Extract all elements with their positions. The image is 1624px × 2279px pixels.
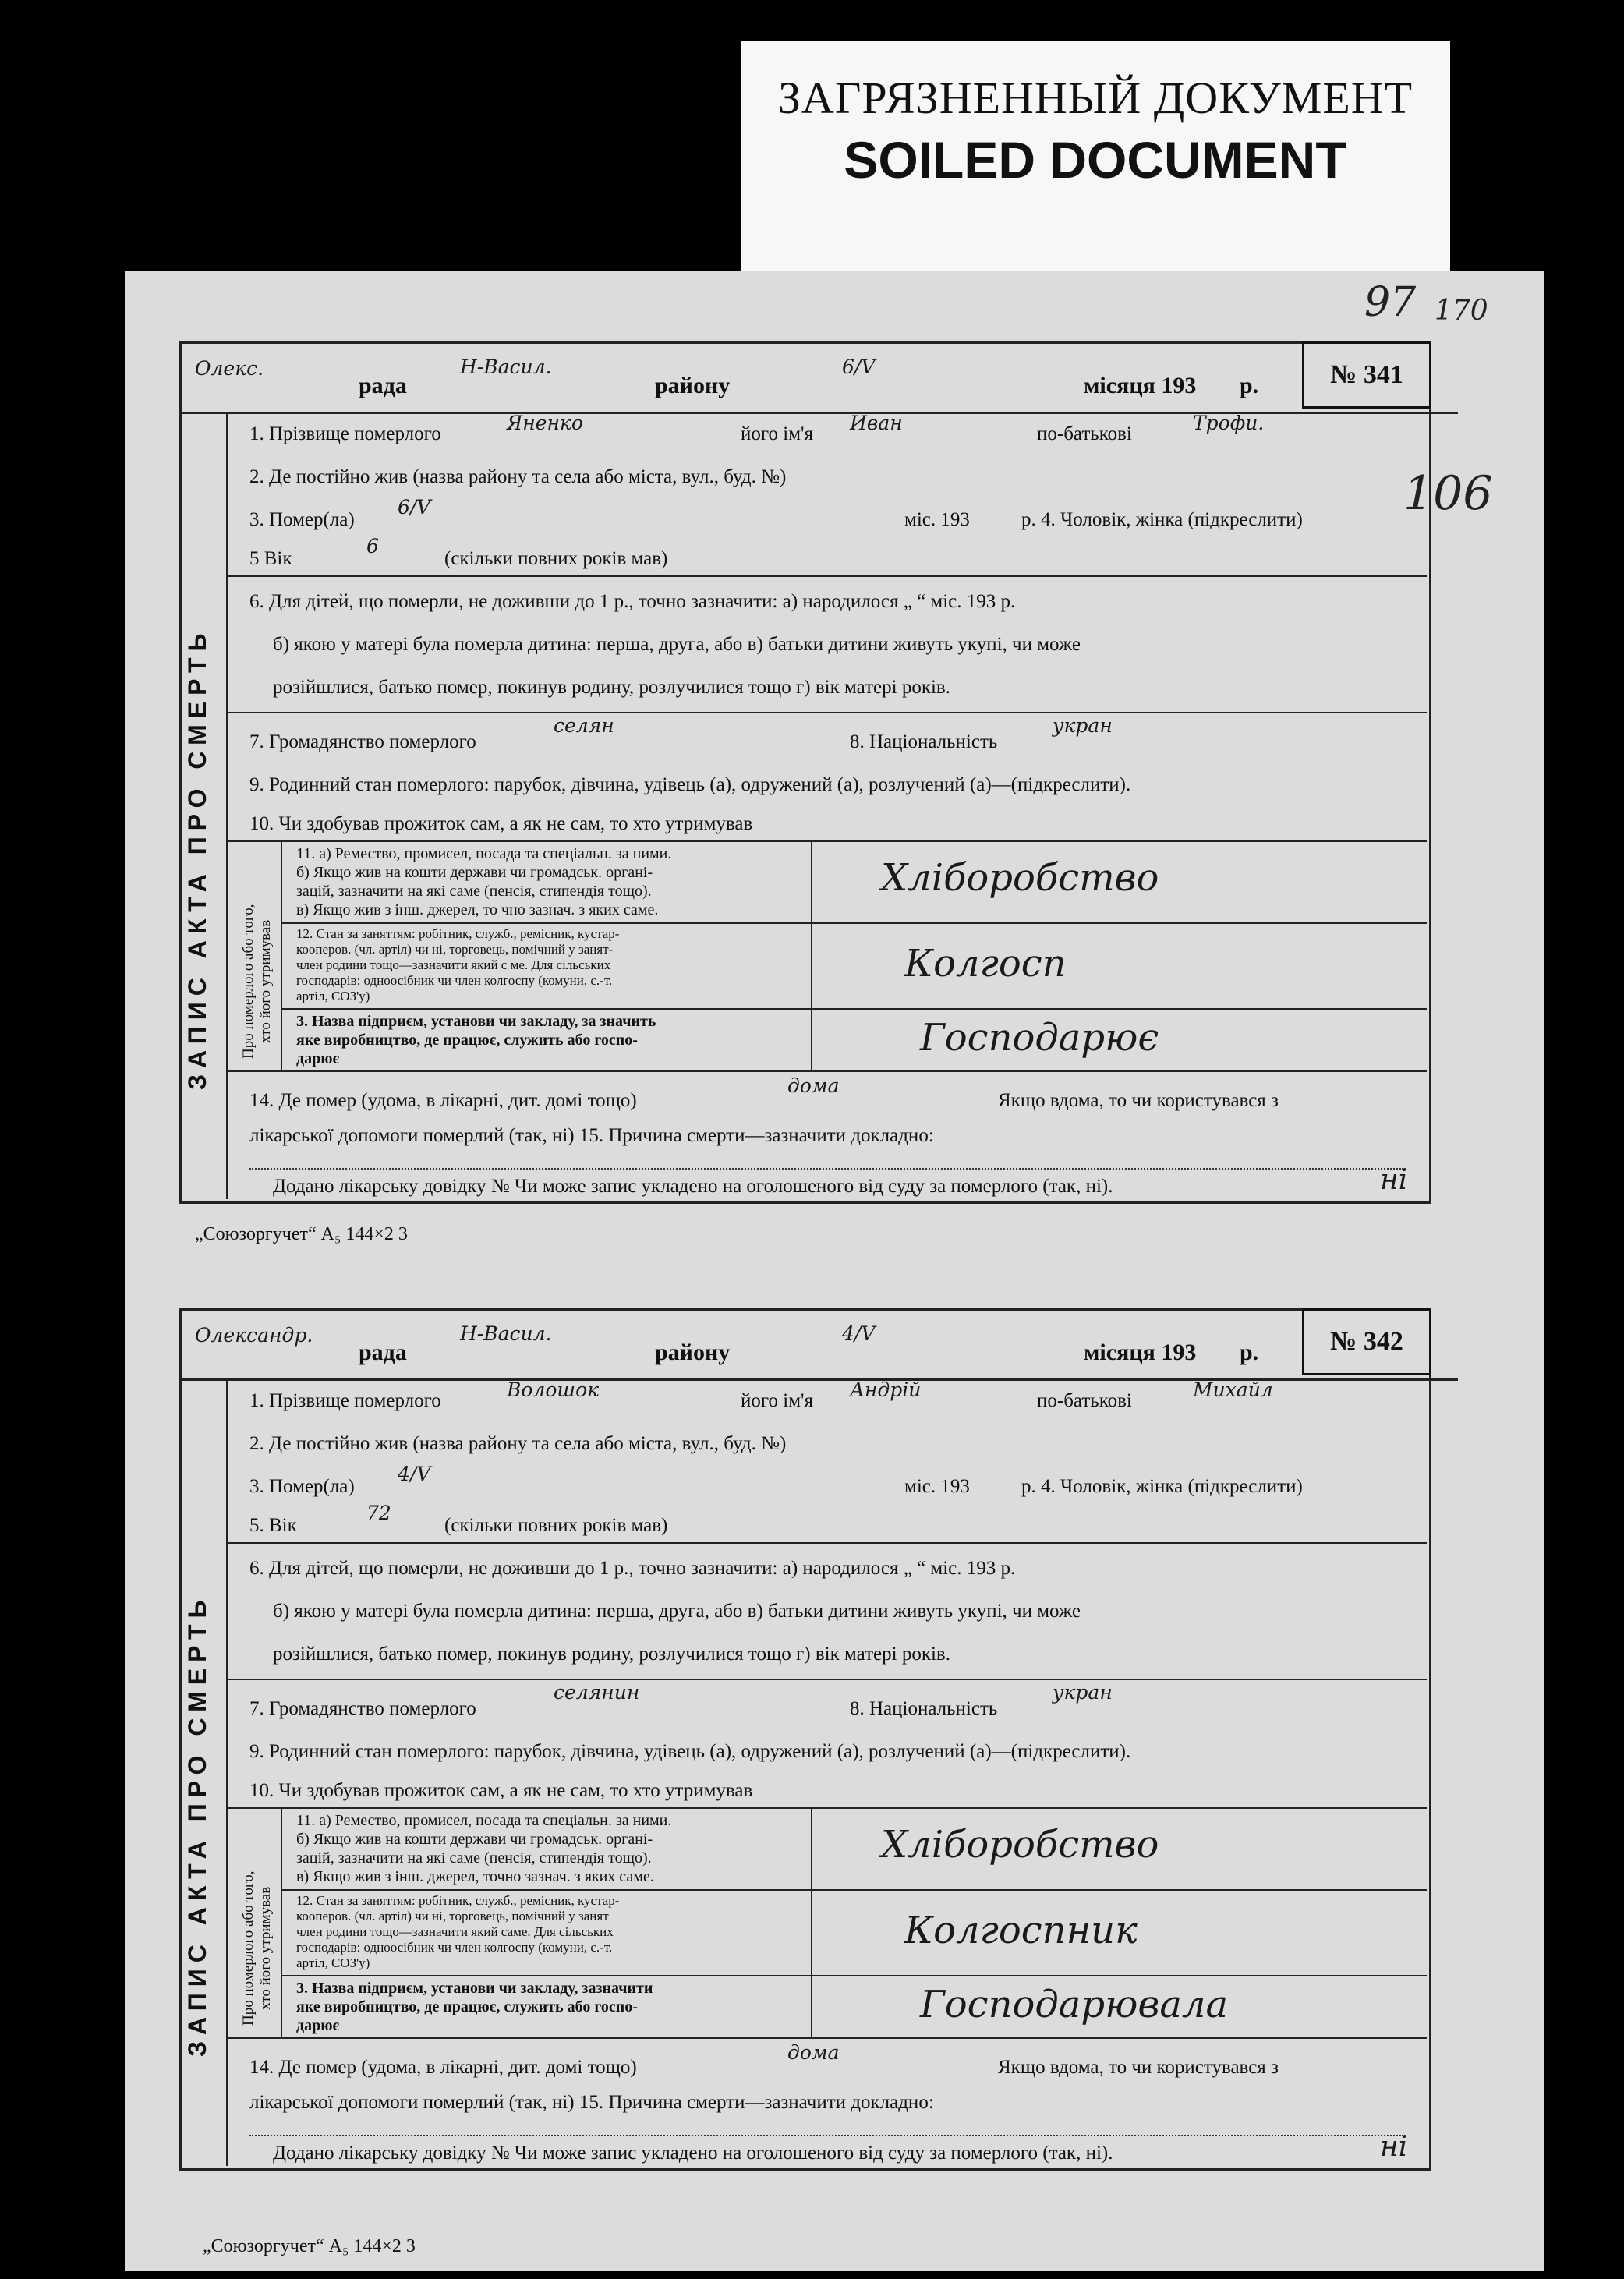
label-en: SOILED DOCUMENT	[844, 131, 1347, 189]
q11-line: в) Якщо жив з інш. джерел, точно зазнач. з яких саме.	[296, 1868, 654, 1885]
side-label: ЗАПИС АКТА ПРО СМЕРТЬ	[183, 1594, 211, 2057]
q6b: б) якою у матері була померла дитина: перша, друга, або в) батьки дитини живуть укупі, чи може	[273, 634, 1081, 655]
q8-label: 8. Національність	[850, 731, 998, 752]
q13-line: дарює	[296, 2017, 340, 2034]
side-small-line: хто його утримував	[257, 1886, 274, 2010]
patronymic-value: Трофи.	[1193, 412, 1265, 434]
q13-line: яке виробництво, де працює, служить або госпо-	[296, 1032, 638, 1049]
side-small-line: Про померлого або того,	[240, 904, 257, 1059]
q12-line: член родини тощо—зазначити який саме. Для сільських	[296, 1924, 614, 1939]
patronymic-label: по-батькові	[1037, 423, 1132, 444]
q6a: 6. Для дітей, що померли, не доживши до 1 р., точно зазначити: а) народилося „ “ міс. 193 р.	[249, 1558, 1016, 1579]
q13-line: яке виробництво, де працює, служить або госпо-	[296, 1998, 638, 2015]
q12-line: кооперов. (чл. артіл) чи ні, торговець, помічний у занят-	[296, 942, 614, 957]
status-value: Колгоспник	[904, 1909, 1138, 1952]
nationality-value: укран	[1053, 1681, 1113, 1704]
page-number-annotation-2: 170	[1435, 295, 1488, 327]
surname-value: Яненко	[507, 412, 583, 434]
q8-label: 8. Національність	[850, 1698, 998, 1719]
q16-value: ні	[1380, 1164, 1408, 1196]
rada-label: рада	[359, 373, 407, 398]
page-number-annotation: 97	[1364, 279, 1417, 326]
q12-line: 12. Стан за заняттям: робітник, служб., ремісник, кустар-	[296, 1893, 620, 1908]
district-value: Н-Васил.	[460, 1322, 552, 1345]
q14-label: 14. Де помер (удома, в лікарні, дит. домі тощо)	[249, 2057, 637, 2078]
death-date-value: 4/V	[398, 1463, 431, 1485]
record-number: № 342	[1302, 1308, 1431, 1375]
q9: 9. Родинний стан померлого: парубок, дівчина, удівець (а), одружений (а), розлучений (а)—(підкреслити).	[249, 774, 1131, 795]
q12-text	[296, 926, 619, 1004]
raion-label: району	[655, 1339, 731, 1365]
date-value: 6/V	[842, 356, 876, 378]
district-value: Н-Васил.	[460, 356, 552, 378]
q1-label: 1. Прізвище померлого	[249, 1390, 441, 1411]
q5-label: 5. Вік	[249, 1515, 297, 1536]
age-value: 72	[366, 1502, 391, 1524]
q5-rest: (скільки повних років мав)	[444, 548, 668, 569]
q11-line: б) Якщо жив на кошти держави чи громадськ. органі-	[296, 1831, 653, 1848]
q6c: розійшлися, батько помер, покинув родину, розлучилися тощо г) вік матері років.	[273, 1644, 950, 1665]
record-header	[179, 1308, 1458, 1381]
side-small-line: Про померлого або того,	[240, 1870, 257, 2026]
form-footer: „Союзоргучет“ А₅ 144×2 3	[195, 1224, 408, 1244]
q15-label: лікарської допомоги померлий (так, ні) 15. Причина смерти—зазначити докладно:	[249, 1125, 934, 1146]
side-label: ЗАПИС АКТА ПРО СМЕРТЬ	[183, 627, 211, 1090]
q6b: б) якою у матері була померла дитина: перша, друга, або в) батьки дитини живуть укупі, чи може	[273, 1601, 1081, 1622]
year-suffix: р.	[1240, 1339, 1259, 1365]
q12-line: артіл, СОЗ'у)	[296, 1955, 370, 1970]
q3-month: міс. 193	[904, 1476, 970, 1497]
q11-line: б) Якщо жив на кошти держави чи громадськ. органі-	[296, 864, 653, 881]
age-value: 6	[366, 535, 379, 557]
death-date-value: 6/V	[398, 496, 431, 518]
q7-label: 7. Громадянство померлого	[249, 1698, 476, 1719]
q13-line: дарює	[296, 1050, 340, 1067]
q14-label: 14. Де помер (удома, в лікарні, дит. домі тощо)	[249, 1090, 637, 1111]
q9: 9. Родинний стан померлого: парубок, дівчина, удівець (а), одружений (а), розлучений (а)—(підкреслити).	[249, 1741, 1131, 1762]
q10: 10. Чи здобував прожиток сам, а як не сам, то хто утримував	[249, 1780, 753, 1801]
q11-line: в) Якщо жив з інш. джерел, то чно зазнач. з яких саме.	[296, 901, 659, 918]
q11-line: зацій, зазначити на які саме (пенсія, стипендія тощо).	[296, 1849, 652, 1867]
q3-month: міс. 193	[904, 509, 970, 530]
label-ru: ЗАГРЯЗНЕННЫЙ ДОКУМЕНТ	[777, 73, 1413, 123]
soiled-document-label	[741, 41, 1450, 274]
patronymic-label: по-батькові	[1037, 1390, 1132, 1411]
q12-text	[296, 1893, 619, 1971]
q5-label: 5 Вік	[249, 548, 292, 569]
name-value: Андрій	[850, 1378, 922, 1401]
workplace-value: Господарює	[920, 1016, 1159, 1060]
q10: 10. Чи здобував прожиток сам, а як не сам, то хто утримував	[249, 813, 753, 834]
citizenship-value: селянин	[554, 1681, 640, 1704]
q13-line: 3. Назва підприєм, установи чи закладу, за значить	[296, 1013, 656, 1030]
margin-number: 106	[1403, 466, 1493, 521]
occupation-value: Хліборобство	[881, 856, 1159, 900]
q3-label: 3. Помер(ла)	[249, 1476, 355, 1497]
month-label: місяця 193	[1084, 1339, 1197, 1365]
rada-label: рада	[359, 1339, 407, 1365]
village-value: Олекс.	[195, 357, 264, 380]
name-label: його ім'я	[741, 1390, 814, 1411]
nationality-value: укран	[1053, 714, 1113, 737]
q16-value: ні	[1380, 2131, 1408, 2163]
form-footer: „Союзоргучет“ А₅ 144×2 3	[203, 2236, 416, 2256]
q2-label: 2. Де постійно жив (назва району та села або міста, вул., буд. №)	[249, 1433, 787, 1454]
q3-label: 3. Помер(ла)	[249, 509, 355, 530]
q11-line: зацій, зазначити на які саме (пенсія, стипендія тощо).	[296, 883, 652, 900]
side-small-label	[240, 1870, 274, 2026]
raion-label: району	[655, 373, 731, 398]
q12-line: господарів: одноосібник чи член колгоспу (комуни, с.-т.	[296, 973, 613, 988]
year-suffix: р.	[1240, 373, 1259, 398]
name-label: його ім'я	[741, 423, 814, 444]
side-small-label	[240, 904, 274, 1059]
occupation-value: Хліборобство	[881, 1823, 1159, 1867]
q3-rest: р. 4. Чоловік, жінка (підкреслити)	[1021, 509, 1303, 530]
status-value: Колгосп	[904, 942, 1067, 986]
q3-rest: р. 4. Чоловік, жінка (підкреслити)	[1021, 1476, 1303, 1497]
surname-value: Волошок	[507, 1378, 600, 1401]
q12-line: артіл, СОЗ'у)	[296, 989, 370, 1003]
date-value: 4/V	[842, 1322, 876, 1345]
q12-line: господарів: одноосібник чи член колгоспу (комуни, с.-т.	[296, 1940, 613, 1955]
q12-line: 12. Стан за заняттям: робітник, служб., ремісник, кустар-	[296, 926, 620, 941]
q13-text	[296, 1012, 656, 1068]
q14-rest: Якщо вдома, то чи користувався з	[998, 2057, 1279, 2078]
death-place-value: дома	[787, 2041, 840, 2064]
death-record-form	[179, 341, 1493, 1215]
q14-rest: Якщо вдома, то чи користувався з	[998, 1090, 1279, 1111]
name-value: Иван	[850, 412, 903, 434]
q11-line: 11. а) Ремество, промисел, посада та спеціальн. за ними.	[296, 845, 672, 862]
month-label: місяця 193	[1084, 373, 1197, 398]
record-header	[179, 341, 1458, 414]
q16-label: Додано лікарську довідку № Чи може запис укладено на оголошеного від суду за померлого (так, ні).	[273, 2143, 1113, 2164]
q11-text	[296, 844, 671, 919]
q11-text	[296, 1811, 671, 1886]
q1-label: 1. Прізвище померлого	[249, 423, 441, 444]
q7-label: 7. Громадянство померлого	[249, 731, 476, 752]
q11-line: 11. а) Ремество, промисел, посада та спеціальн. за ними.	[296, 1812, 672, 1829]
side-small-line: хто його утримував	[257, 919, 274, 1043]
q5-rest: (скільки повних років мав)	[444, 1515, 668, 1536]
q13-text	[296, 1979, 653, 2035]
patronymic-value: Михайл	[1193, 1378, 1273, 1401]
q13-line: 3. Назва підприєм, установи чи закладу, зазначити	[296, 1980, 653, 1997]
q2-label: 2. Де постійно жив (назва району та села або міста, вул., буд. №)	[249, 466, 787, 487]
q6c: розійшлися, батько помер, покинув родину, розлучилися тощо г) вік матері років.	[273, 677, 950, 698]
q12-line: член родини тощо—зазначити який с ме. Для сільських	[296, 957, 611, 972]
workplace-value: Господарювала	[920, 1983, 1229, 2026]
q16-label: Додано лікарську довідку № Чи може запис укладено на оголошеного від суду за померлого (так, ні).	[273, 1176, 1113, 1197]
death-place-value: дома	[787, 1074, 840, 1097]
citizenship-value: селян	[554, 714, 614, 737]
q6a: 6. Для дітей, що померли, не доживши до 1 р., точно зазначити: а) народилося „ “ міс. 193 р.	[249, 591, 1016, 612]
death-record-form	[179, 1308, 1458, 2205]
q12-line: кооперов. (чл. артіл) чи ні, торговець, помічний у занят	[296, 1909, 609, 1923]
village-value: Олександр.	[195, 1324, 313, 1347]
document-sheet	[125, 271, 1544, 2271]
record-number: № 341	[1302, 341, 1431, 409]
q15-label: лікарської допомоги померлий (так, ні) 15. Причина смерти—зазначити докладно:	[249, 2092, 934, 2113]
